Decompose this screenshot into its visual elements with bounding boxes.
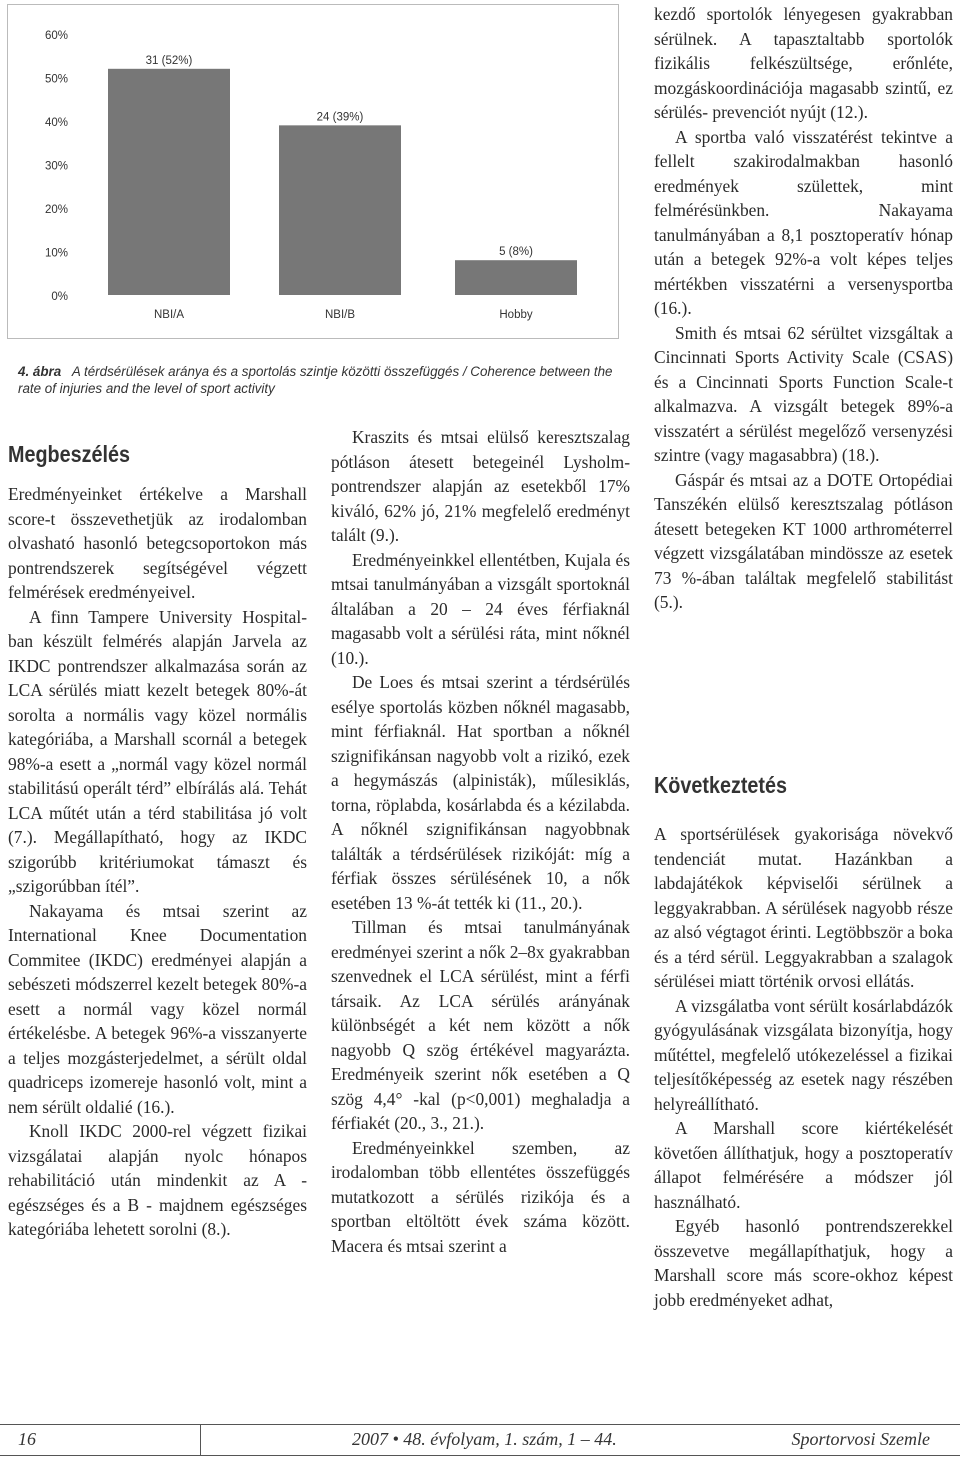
figure-caption xyxy=(18,363,618,397)
footer-divider xyxy=(200,1425,201,1455)
figure-4-chart xyxy=(7,4,619,339)
x-tick-label: Hobby xyxy=(499,309,533,321)
heading-discussion: Megbeszélés xyxy=(8,441,131,467)
y-tick-label: 40% xyxy=(44,117,68,129)
caption-label: 4. ábra xyxy=(18,364,62,379)
col3-paragraph-2: Smith és mtsai 62 sérültet vizsgáltak a Cincinnati Sports Activity Scale (CSAS) és a Cincinnati Sports Function Scale-t alkalmazva. A vizsgált betegek 89%-a visszatért a sérülést megelőző versenyzési szintre (vagy magasabbra) (18.). xyxy=(654,322,953,465)
page-footer xyxy=(0,1424,960,1456)
y-tick-label: 10% xyxy=(44,247,68,260)
data-label: 24 (39%) xyxy=(316,111,364,124)
conclusion-paragraph-1: A sportsérülések gyakorisága növekvő tendenciát mutat. Hazánkban a labdajátékok képviselői sérülnek a leggyakrabban. A sérülések nagyobb része az alsó végtagot érinti. Legtöbbször a boka és a térd sérül. Leggyakrabban a szalagok sérülései miatt történik orvosi ellátás. xyxy=(654,824,953,991)
caption-text: A térdsérülések aránya és a sportolás szintje közötti összefüggés / Coherence between the rate of injuries and the level of sport activity xyxy=(18,364,613,396)
column-2 xyxy=(331,425,630,1258)
y-tick-label: 60% xyxy=(44,30,68,42)
column-3-top xyxy=(654,2,953,615)
col1-paragraph-3: Nakayama és mtsai szerint az International Knee Documentation Commitee (IKDC) eredményei alapján a sebészeti módszerrel kezelt betegek 80%-a esett a normál vagy közel normál értékelésbe. A betegek 96%-a visszanyerte a teljes mozgásterjedelmet, a sérült oldal quadriceps izomereje hasonló volt, mint a nem sérült oldalié (16.). xyxy=(8,900,307,1117)
y-tick-label: 30% xyxy=(44,160,68,173)
col1-paragraph-2: A finn Tampere University Hospital-ban készült felmérés alapján Jarvela az IKDC pontrendszer alkalmazása során az LCA sérülés miatt kezelt betegek 80%-át sorolta a normális vagy közel normális kategóriába, a Marshall scornál a betegek 98%-a esett a „normál vagy közel normál stabilitású operált térd” elbírálás alá. Tehát LCA műtét után a térd stabilitása jó volt (7.). Megállapítható, hogy az IKDC szigorúbb kritériumokat támaszt és „szigorúbban ítél”. xyxy=(8,606,307,896)
data-label: 31 (52%) xyxy=(145,54,193,67)
heading-conclusion: Következtetés xyxy=(654,772,788,798)
col3-paragraph-0: kezdő sportolók lényegesen gyakrabban sérülnek. A tapasztaltabb sportolók fizikális felkészültsége, erőnléte, mozgáskoordinációja magasabb szintű, ez sérülés- prevenciót nyújt (12.). xyxy=(654,4,953,122)
col3-paragraph-1: A sportba való visszatérést tekintve a fellelt szakirodalmakban hasonló eredmények születtek, mint felmérésünkben. Nakayama tanulmányában a 8,1 posztoperatív hónap után a betegek 92%-a volt képes teljes mértékben visszatérni a versenysportba (16.). xyxy=(654,126,953,318)
col3-paragraph-3: Gáspár és mtsai az a DOTE Ortopédiai Tanszékén elülső keresztszalag pótláson átesett betegeken KT 1000 arthrométerrel végzett vizsgálatában mindössze az esetek 73 %-ában találtak megfelelő stabilitást (5.). xyxy=(654,469,953,612)
column-3-conclusion xyxy=(654,822,953,1312)
col1-paragraph-4: Knoll IKDC 2000-rel végzett fizikai vizsgálatai alapján nyolc hónapos rehabilitáció után mindenkit az A - egészséges és a B - majdnem egészséges kategóriába lehetett sorolni (8.). xyxy=(8,1121,307,1239)
data-label: 5 (8%) xyxy=(499,246,533,259)
col1-paragraph-1: Eredményeinket értékelve a Marshall score-t összevethetjük az irodalomban olvasható hasonló betegcsoportokon más pontrendszerek segítségével végzett felmérések eredményeivel. xyxy=(8,484,307,602)
col2-paragraph-3: De Loes és mtsai szerint a térdsérülés esélye sportolás közben nőknél magasabb, mint férfiaknál. Hat sportban a nőknél szignifikánsan nagyobb volt a rizikó, ezek a hegymászás (alpinisták), műlesiklás, torna, röplabda, kosárlabda és a kézilabda. A nőknél szignifikánsan nagyobbnak találták a térdsérülések rizikóját: míg a férfiak összes sérülésének 10, a nők esetében 13 %-át tették ki (11., 20.). xyxy=(331,672,630,913)
conclusion-paragraph-2: A vizsgálatba vont sérült kosárlabdázók gyógyulásának vizsgálata bizonyítja, hogy műtéttel, megfelelő utókezeléssel a fizikai teljesítőképesség az esetek nagy részében helyreállítható. xyxy=(654,995,953,1114)
conclusion-paragraph-3: A Marshall score kiértékelését követően állíthatjuk, hogy a posztoperatív állapot felmérésére a módszer jól használható. xyxy=(654,1118,953,1212)
y-tick-label: 20% xyxy=(44,204,68,216)
col2-paragraph-4: Tillman és mtsai tanulmányának eredményei szerint a nők 2–8x gyakrabban szenvednek el LCA sérülést, mint a férfi társaik. Az LCA sérülés arányának különbségét a két nem között a nők nagyobb Q szög értékével magyarázta. Eredményeik szerint nők esetében a Q szög 4,4° -kal (p<0,001) meghaladja a férfiakét (20., 3., 21.). xyxy=(331,917,630,1133)
bar-nbi-b xyxy=(279,125,401,295)
journal-name: Sportorvosi Szemle xyxy=(791,1429,930,1449)
x-tick-label: NBI/A xyxy=(153,309,185,321)
bar-hobby xyxy=(455,260,577,295)
y-tick-label: 50% xyxy=(44,73,68,86)
page-number: 16 xyxy=(18,1429,36,1449)
column-1 xyxy=(8,482,307,1242)
col2-paragraph-2: Eredményeinkkel ellentétben, Kujala és mtsai tanulmányában a vizsgált sportoknál általában a 20 – 24 éves férfiaknál magasabb volt a sérülési ráta, mint nőknél (10.). xyxy=(331,549,630,668)
x-tick-label: NBI/B xyxy=(324,309,356,321)
bar-chart xyxy=(8,5,618,338)
y-tick-label: 0% xyxy=(51,291,68,303)
bar-nbi-a xyxy=(108,69,230,295)
col2-paragraph-5: Eredményeinkkel szemben, az irodalomban több ellentétes összefüggés mutatkozott a sérülés rizikója és a sportban eltöltött évek száma között. Macera és mtsai szerint a xyxy=(331,1137,630,1256)
col2-paragraph-1: Kraszits és mtsai elülső keresztszalag pótláson átesett betegeinél Lysholm-pontrendszer alapján az esetekből 17% kiváló, 62% jó, 21% megfelelő eredményt talált (9.). xyxy=(331,427,630,545)
conclusion-paragraph-4: Egyéb hasonló pontrendszerekkel összevetve megállapíthatjuk, hogy a Marshall score más score-okhoz képest jobb eredményeket adhat, xyxy=(654,1216,953,1310)
issue-reference: 2007 • 48. évfolyam, 1. szám, 1 – 44. xyxy=(352,1429,617,1449)
